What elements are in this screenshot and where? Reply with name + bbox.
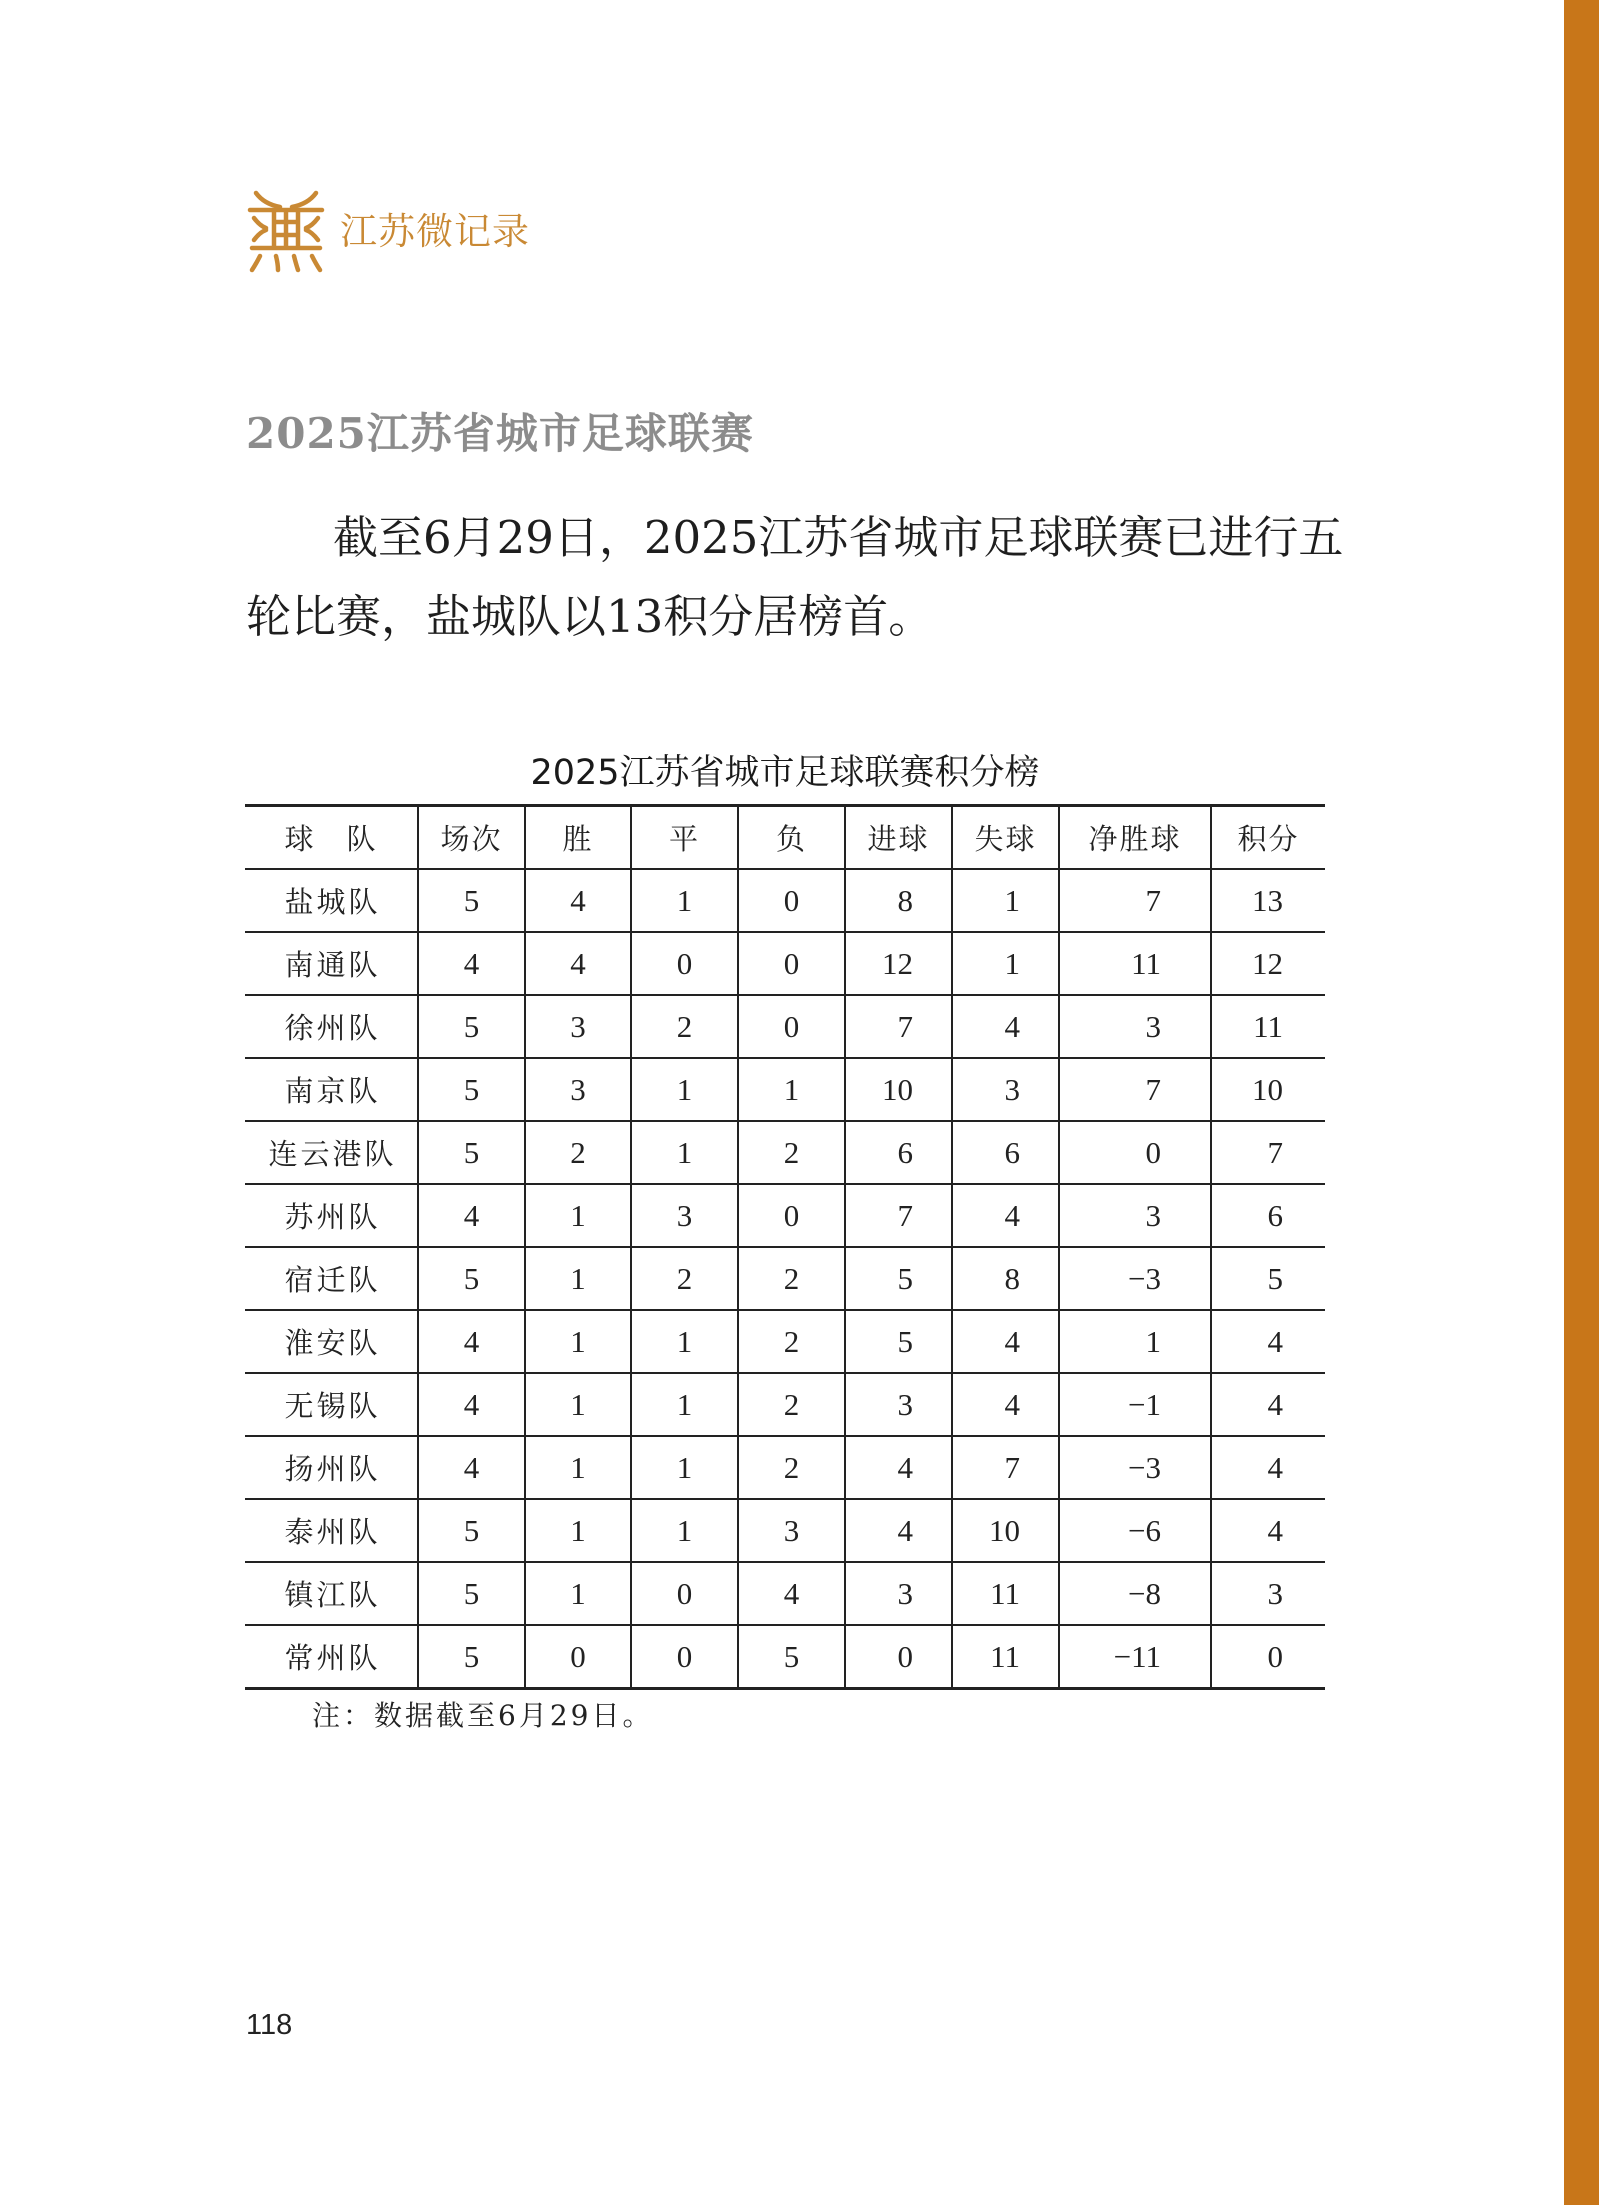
column-header-points: 积分 xyxy=(1211,806,1325,870)
edge-accent-bar xyxy=(1564,0,1599,2205)
team-name-cell: 扬州队 xyxy=(245,1436,418,1499)
goals-for-cell: 3 xyxy=(845,1373,952,1436)
team-name-cell: 连云港队 xyxy=(245,1121,418,1184)
table-row xyxy=(245,1247,1325,1310)
page-number: 118 xyxy=(246,2009,293,2041)
goals-against-cell: 4 xyxy=(952,1310,1059,1373)
paragraph-line: 轮比赛，盐城队以13积分居榜首。 xyxy=(246,590,934,643)
table-row xyxy=(245,932,1325,995)
matches-played-cell: 5 xyxy=(418,1058,525,1121)
wins-cell: 4 xyxy=(525,932,631,995)
team-name-cell: 苏州队 xyxy=(245,1184,418,1247)
table-row xyxy=(245,1058,1325,1121)
draws-cell: 0 xyxy=(631,932,738,995)
goal-difference-cell: −1 xyxy=(1059,1373,1211,1436)
points-cell: 4 xyxy=(1211,1373,1325,1436)
losses-cell: 2 xyxy=(738,1247,845,1310)
draws-cell: 1 xyxy=(631,1373,738,1436)
matches-played-cell: 4 xyxy=(418,932,525,995)
losses-cell: 1 xyxy=(738,1058,845,1121)
losses-cell: 5 xyxy=(738,1625,845,1689)
header-row xyxy=(245,806,1325,870)
team-name-cell: 常州队 xyxy=(245,1625,418,1689)
table-row xyxy=(245,1436,1325,1499)
draws-cell: 3 xyxy=(631,1184,738,1247)
goal-difference-cell: −6 xyxy=(1059,1499,1211,1562)
goals-for-cell: 7 xyxy=(845,1184,952,1247)
draws-cell: 1 xyxy=(631,869,738,932)
losses-cell: 0 xyxy=(738,995,845,1058)
goals-against-cell: 4 xyxy=(952,995,1059,1058)
wins-cell: 0 xyxy=(525,1625,631,1689)
draws-cell: 1 xyxy=(631,1499,738,1562)
team-name-cell: 南京队 xyxy=(245,1058,418,1121)
goals-for-cell: 5 xyxy=(845,1310,952,1373)
team-name-cell: 淮安队 xyxy=(245,1310,418,1373)
matches-played-cell: 5 xyxy=(418,869,525,932)
goal-difference-cell: 0 xyxy=(1059,1121,1211,1184)
team-name-cell: 徐州队 xyxy=(245,995,418,1058)
body-paragraph xyxy=(246,498,1343,656)
points-cell: 5 xyxy=(1211,1247,1325,1310)
goal-difference-cell: −3 xyxy=(1059,1436,1211,1499)
logo-dots xyxy=(252,256,320,270)
points-cell: 4 xyxy=(1211,1436,1325,1499)
column-header-goals-for: 进球 xyxy=(845,806,952,870)
team-name-cell: 盐城队 xyxy=(245,869,418,932)
goal-difference-cell: 3 xyxy=(1059,995,1211,1058)
goals-against-cell: 3 xyxy=(952,1058,1059,1121)
wins-cell: 1 xyxy=(525,1310,631,1373)
goals-for-cell: 4 xyxy=(845,1499,952,1562)
matches-played-cell: 5 xyxy=(418,1121,525,1184)
table-note: 注：数据截至6月29日。 xyxy=(312,1699,654,1732)
table-row xyxy=(245,1625,1325,1689)
losses-cell: 0 xyxy=(738,869,845,932)
points-cell: 4 xyxy=(1211,1499,1325,1562)
matches-played-cell: 5 xyxy=(418,1247,525,1310)
standings-header xyxy=(245,806,1325,870)
wins-cell: 2 xyxy=(525,1121,631,1184)
goals-for-cell: 3 xyxy=(845,1562,952,1625)
losses-cell: 2 xyxy=(738,1436,845,1499)
wins-cell: 1 xyxy=(525,1247,631,1310)
points-cell: 7 xyxy=(1211,1121,1325,1184)
goals-for-cell: 6 xyxy=(845,1121,952,1184)
goals-for-cell: 4 xyxy=(845,1436,952,1499)
points-cell: 0 xyxy=(1211,1625,1325,1689)
column-header-wins: 胜 xyxy=(525,806,631,870)
column-header-played: 场次 xyxy=(418,806,525,870)
table-row xyxy=(245,1373,1325,1436)
paragraph-line: 截至6月29日，2025江苏省城市足球联赛已进行五 xyxy=(333,511,1344,564)
draws-cell: 0 xyxy=(631,1625,738,1689)
jiangsu-logo-graphic xyxy=(246,190,326,274)
points-cell: 11 xyxy=(1211,995,1325,1058)
team-name-cell: 无锡队 xyxy=(245,1373,418,1436)
standings-table xyxy=(245,804,1325,1690)
wins-cell: 1 xyxy=(525,1562,631,1625)
goal-difference-cell: 3 xyxy=(1059,1184,1211,1247)
goals-against-cell: 4 xyxy=(952,1184,1059,1247)
wins-cell: 1 xyxy=(525,1373,631,1436)
draws-cell: 1 xyxy=(631,1310,738,1373)
wins-cell: 3 xyxy=(525,1058,631,1121)
goals-against-cell: 11 xyxy=(952,1562,1059,1625)
goal-difference-cell: 7 xyxy=(1059,1058,1211,1121)
table-row xyxy=(245,1310,1325,1373)
table-title: 2025江苏省城市足球联赛积分榜 xyxy=(530,753,1040,793)
points-cell: 6 xyxy=(1211,1184,1325,1247)
draws-cell: 1 xyxy=(631,1121,738,1184)
goal-difference-cell: −11 xyxy=(1059,1625,1211,1689)
column-header-goal-difference: 净胜球 xyxy=(1059,806,1211,870)
matches-played-cell: 4 xyxy=(418,1310,525,1373)
matches-played-cell: 4 xyxy=(418,1373,525,1436)
goal-difference-cell: −3 xyxy=(1059,1247,1211,1310)
goals-against-cell: 4 xyxy=(952,1373,1059,1436)
wins-cell: 3 xyxy=(525,995,631,1058)
table-row xyxy=(245,1184,1325,1247)
matches-played-cell: 5 xyxy=(418,1499,525,1562)
goals-against-cell: 7 xyxy=(952,1436,1059,1499)
goals-against-cell: 11 xyxy=(952,1625,1059,1689)
logo-top-strokes xyxy=(256,193,316,207)
points-cell: 13 xyxy=(1211,869,1325,932)
goals-for-cell: 5 xyxy=(845,1247,952,1310)
goals-against-cell: 8 xyxy=(952,1247,1059,1310)
goal-difference-cell: 1 xyxy=(1059,1310,1211,1373)
losses-cell: 4 xyxy=(738,1562,845,1625)
losses-cell: 3 xyxy=(738,1499,845,1562)
goals-for-cell: 0 xyxy=(845,1625,952,1689)
points-cell: 10 xyxy=(1211,1058,1325,1121)
losses-cell: 2 xyxy=(738,1121,845,1184)
wins-cell: 4 xyxy=(525,869,631,932)
team-name-cell: 镇江队 xyxy=(245,1562,418,1625)
matches-played-cell: 4 xyxy=(418,1184,525,1247)
losses-cell: 0 xyxy=(738,932,845,995)
wins-cell: 1 xyxy=(525,1184,631,1247)
losses-cell: 2 xyxy=(738,1373,845,1436)
column-header-team: 球 队 xyxy=(245,806,418,870)
matches-played-cell: 5 xyxy=(418,1625,525,1689)
jiangsu-logo-icon xyxy=(246,190,326,274)
goals-against-cell: 1 xyxy=(952,869,1059,932)
table-row xyxy=(245,995,1325,1058)
goals-for-cell: 7 xyxy=(845,995,952,1058)
draws-cell: 1 xyxy=(631,1058,738,1121)
table-row xyxy=(245,1562,1325,1625)
goals-for-cell: 12 xyxy=(845,932,952,995)
logo-frame-strokes xyxy=(250,210,322,248)
team-name-cell: 南通队 xyxy=(245,932,418,995)
column-header-draws: 平 xyxy=(631,806,738,870)
goals-for-cell: 10 xyxy=(845,1058,952,1121)
points-cell: 3 xyxy=(1211,1562,1325,1625)
points-cell: 12 xyxy=(1211,932,1325,995)
table-row xyxy=(245,1121,1325,1184)
table-row xyxy=(245,1499,1325,1562)
brand-title: 江苏微记录 xyxy=(340,210,530,253)
wins-cell: 1 xyxy=(525,1499,631,1562)
goal-difference-cell: 11 xyxy=(1059,932,1211,995)
matches-played-cell: 5 xyxy=(418,1562,525,1625)
table-row xyxy=(245,869,1325,932)
goals-against-cell: 1 xyxy=(952,932,1059,995)
matches-played-cell: 5 xyxy=(418,995,525,1058)
goal-difference-cell: 7 xyxy=(1059,869,1211,932)
column-header-losses: 负 xyxy=(738,806,845,870)
draws-cell: 2 xyxy=(631,1247,738,1310)
losses-cell: 0 xyxy=(738,1184,845,1247)
points-cell: 4 xyxy=(1211,1310,1325,1373)
team-name-cell: 宿迁队 xyxy=(245,1247,418,1310)
goals-against-cell: 10 xyxy=(952,1499,1059,1562)
draws-cell: 0 xyxy=(631,1562,738,1625)
draws-cell: 2 xyxy=(631,995,738,1058)
goals-against-cell: 6 xyxy=(952,1121,1059,1184)
goals-for-cell: 8 xyxy=(845,869,952,932)
wins-cell: 1 xyxy=(525,1436,631,1499)
section-heading: 2025江苏省城市足球联赛 xyxy=(246,409,754,458)
draws-cell: 1 xyxy=(631,1436,738,1499)
team-name-cell: 泰州队 xyxy=(245,1499,418,1562)
standings-body xyxy=(245,869,1325,1689)
losses-cell: 2 xyxy=(738,1310,845,1373)
matches-played-cell: 4 xyxy=(418,1436,525,1499)
goal-difference-cell: −8 xyxy=(1059,1562,1211,1625)
column-header-goals-against: 失球 xyxy=(952,806,1059,870)
